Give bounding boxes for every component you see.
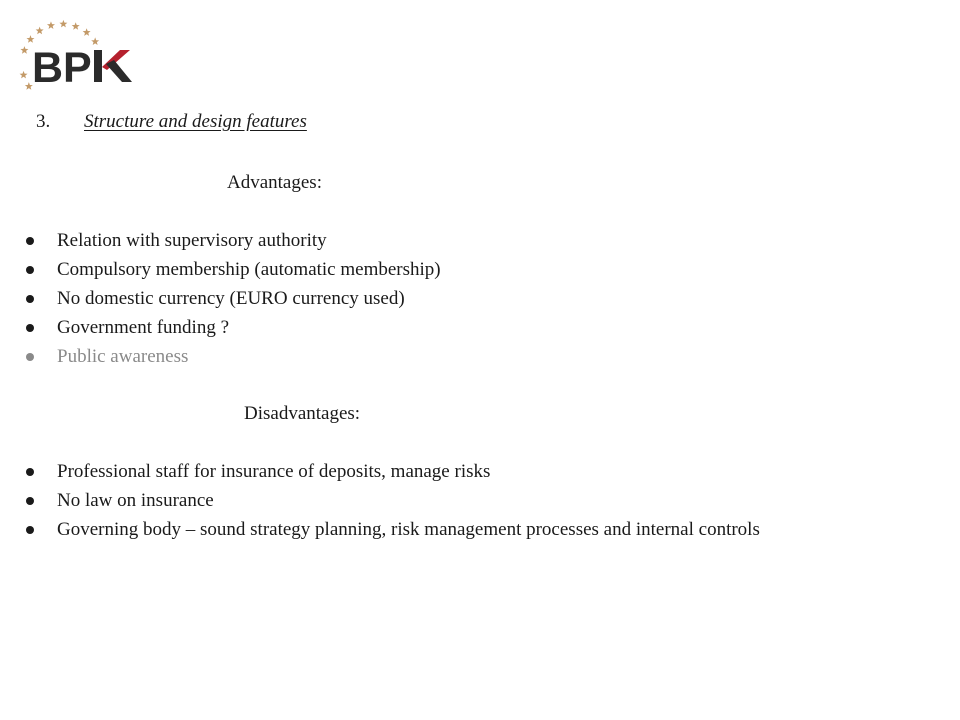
bullet-icon [26,526,34,534]
star-icon [83,28,91,36]
star-icon [47,21,55,29]
advantage-item [22,226,441,255]
bullet-icon [26,295,34,303]
advantage-text: Relation with supervisory authority [57,230,327,251]
advantage-item [22,342,441,371]
advantages-list [22,226,441,371]
logo-k-letter [94,50,132,82]
bullet-icon [26,468,34,476]
section-title: Structure and design features [84,111,307,132]
star-icon [59,20,67,28]
disadvantage-text: No law on insurance [57,490,214,511]
bpk-logo-graphic [6,12,146,94]
star-icon [20,46,28,54]
disadvantage-item [22,457,760,486]
section-number: 3. [36,111,51,132]
advantage-text: Compulsory membership (automatic membership) [57,259,441,280]
bpk-logo [6,12,146,94]
bullet-icon [26,324,34,332]
section-heading [36,111,307,133]
star-icon [72,22,80,30]
advantage-text: Public awareness [57,346,189,367]
advantage-item [22,255,441,284]
bullet-icon [26,353,34,361]
star-icon [36,27,44,35]
bullet-icon [26,266,34,274]
bullet-icon [26,237,34,245]
advantage-text: No domestic currency (EURO currency used) [57,288,405,309]
advantage-item [22,313,441,342]
advantages-label: Advantages: [227,172,322,193]
logo-wordmark: BP [32,44,92,92]
disadvantage-item [22,515,760,544]
disadvantages-label: Disadvantages: [244,403,361,424]
disadvantage-text: Professional staff for insurance of deposits, manage risks [57,461,491,482]
disadvantages-list [22,457,760,544]
disadvantage-item [22,486,760,515]
disadvantage-text: Governing body – sound strategy planning, risk management processes and internal controls [57,519,760,540]
advantage-item [22,284,441,313]
bullet-icon [26,497,34,505]
star-icon [20,71,28,79]
star-icon [91,37,99,45]
advantage-text: Government funding ? [57,317,230,338]
star-icon [26,35,34,43]
